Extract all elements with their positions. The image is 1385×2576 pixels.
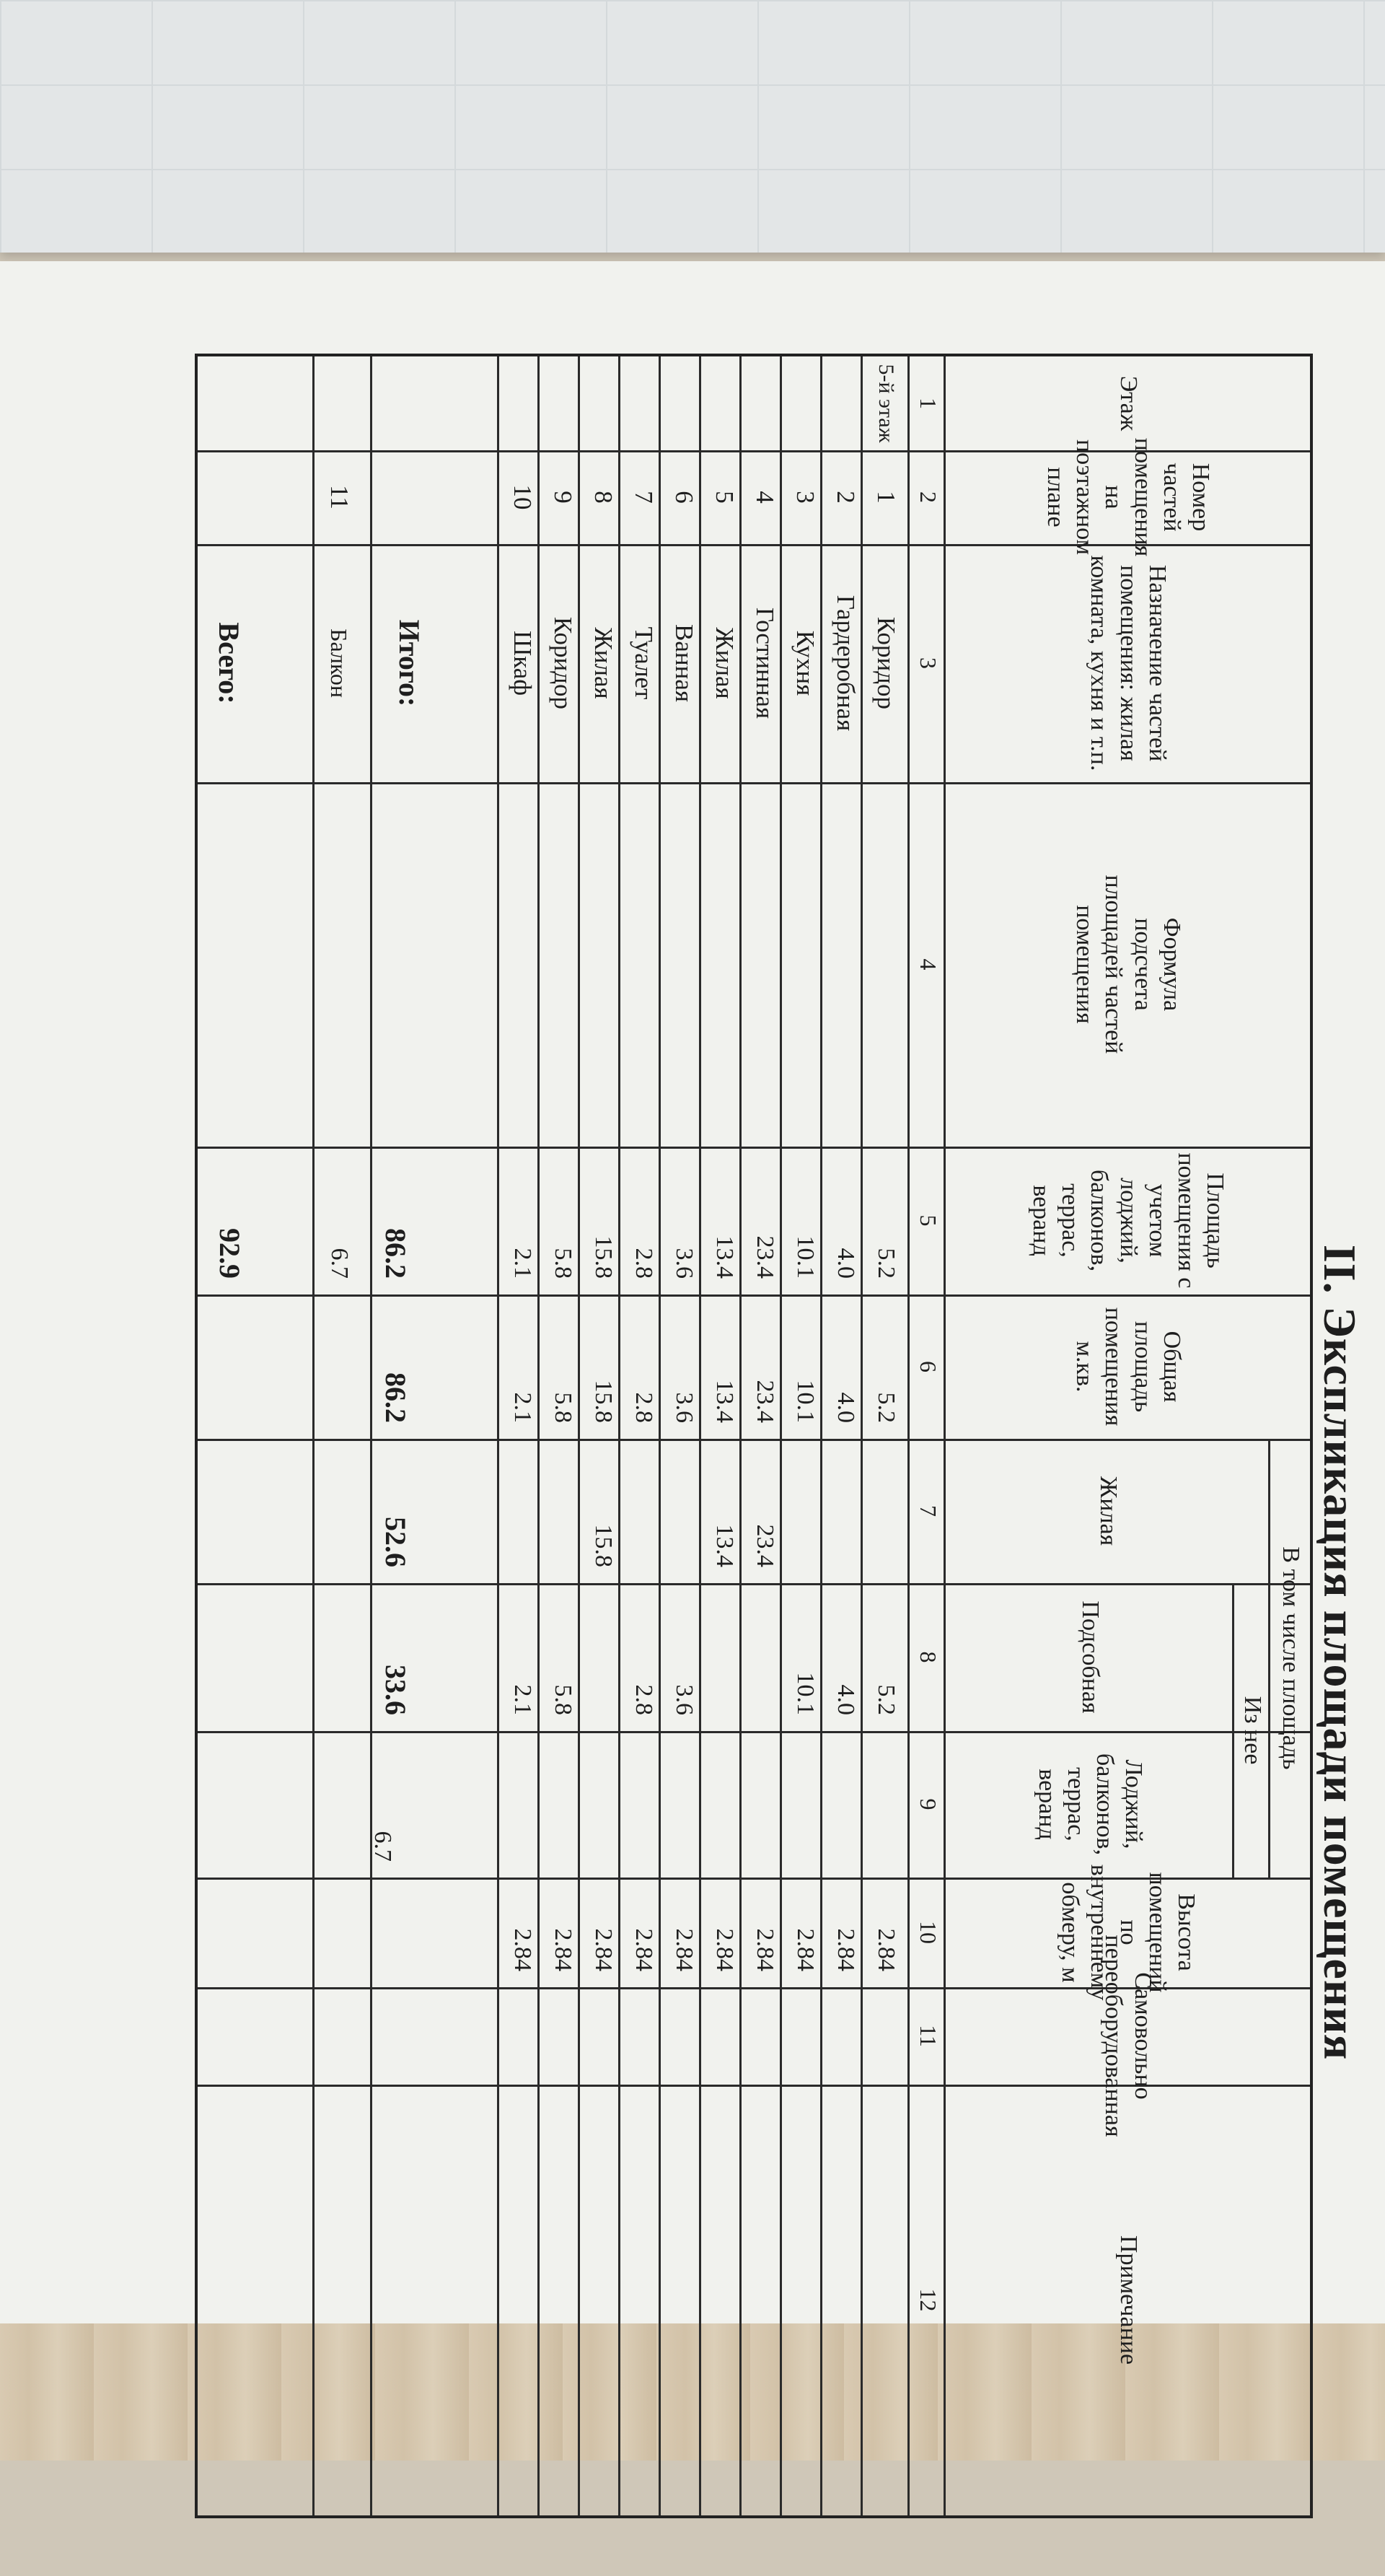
header-total-area: Общая площадь помещения м.кв. xyxy=(1071,1307,1185,1427)
column-number: 5 xyxy=(915,1214,941,1227)
column-number: 9 xyxy=(915,1798,941,1810)
column-number: 12 xyxy=(915,2288,941,2312)
room-height: 2.84 xyxy=(792,1928,819,1971)
room-total-area: 2.1 xyxy=(509,1392,536,1423)
room-loggia-area xyxy=(785,1731,825,1878)
column-number: 11 xyxy=(915,2025,941,2047)
room-name: Коридор xyxy=(872,616,900,710)
header-auxiliary: Подсобная xyxy=(1077,1600,1104,1714)
room-loggia-area xyxy=(744,1731,785,1878)
room-height: 2.84 xyxy=(873,1928,900,1971)
room-auxiliary-area: 5.8 xyxy=(550,1684,576,1715)
room-auxiliary-area: 4.0 xyxy=(832,1684,859,1715)
room-number: 8 xyxy=(589,491,617,504)
room-living-area xyxy=(623,1439,664,1583)
room-auxiliary-area: 2.8 xyxy=(630,1684,657,1715)
header-of-which: Из нее xyxy=(1239,1696,1267,1765)
room-height: 2.84 xyxy=(711,1928,738,1971)
room-loggia-area xyxy=(502,1731,542,1878)
room-living-area xyxy=(866,1439,906,1583)
room-area: 15.8 xyxy=(590,1235,617,1279)
floor-label: 5-й этаж xyxy=(874,364,899,443)
room-height: 2.84 xyxy=(590,1928,617,1971)
room-height: 2.84 xyxy=(671,1928,698,1971)
room-loggia-area xyxy=(866,1731,906,1878)
room-number: 4 xyxy=(751,491,779,504)
room-area: 23.4 xyxy=(752,1235,778,1279)
room-number: 7 xyxy=(630,491,658,504)
room-area: 5.2 xyxy=(873,1248,900,1279)
header-floor: Этаж xyxy=(1114,375,1142,431)
header-area-with-balcony: Площадь помещения с учетом лоджий, балконов, террас, веранд xyxy=(1028,1152,1228,1289)
room-living-area xyxy=(542,1439,583,1583)
previous-page xyxy=(0,0,1385,253)
room-area: 5.8 xyxy=(550,1248,576,1279)
room-name: Гостинная xyxy=(751,607,779,719)
room-area: 4.0 xyxy=(832,1248,859,1279)
room-living-area: 23.4 xyxy=(752,1524,778,1567)
balcony-number: 11 xyxy=(325,485,353,509)
room-total-area: 15.8 xyxy=(590,1380,617,1423)
room-total-area: 3.6 xyxy=(671,1392,698,1423)
room-total-area: 2.8 xyxy=(630,1392,657,1423)
balcony-name: Балкон xyxy=(326,628,352,698)
header-loggia: Лоджий, балконов, террас, веранд xyxy=(1033,1753,1148,1856)
explication-document xyxy=(101,354,1385,2576)
room-number: 3 xyxy=(791,491,819,504)
room-area: 2.1 xyxy=(509,1248,536,1279)
header-formula: Формула подсчета площадей частей помещения xyxy=(1071,875,1185,1054)
room-auxiliary-area: 10.1 xyxy=(792,1672,819,1715)
room-number: 5 xyxy=(711,491,739,504)
header-unauthorized: Самовольно переоборудованная xyxy=(1100,1935,1156,2137)
room-area: 13.4 xyxy=(711,1235,738,1279)
header-including: В том числе площадь xyxy=(1277,1546,1304,1770)
room-name: Кухня xyxy=(791,630,819,696)
room-loggia-area xyxy=(825,1731,866,1878)
room-living-area xyxy=(785,1439,825,1583)
header-living: Жилая xyxy=(1095,1476,1122,1546)
header-height: Высота помещений по внутреннему обмеру, м xyxy=(1057,1864,1200,2001)
room-auxiliary-area: 2.1 xyxy=(509,1684,536,1715)
room-loggia-area xyxy=(664,1731,704,1878)
room-auxiliary-area: 3.6 xyxy=(671,1684,698,1715)
room-living-area: 13.4 xyxy=(711,1524,738,1567)
room-total-area: 13.4 xyxy=(711,1380,738,1423)
room-auxiliary-area xyxy=(744,1583,785,1731)
room-loggia-area xyxy=(704,1731,744,1878)
column-number: 10 xyxy=(915,1921,941,1944)
page-title: II. Экспликация площади помещения xyxy=(1314,1244,1366,2061)
room-name: Жилая xyxy=(589,627,617,699)
balcony-area: 6.7 xyxy=(326,1248,353,1279)
room-name: Коридор xyxy=(549,616,577,710)
room-number: 1 xyxy=(872,491,900,504)
column-number: 4 xyxy=(915,958,941,971)
room-number: 2 xyxy=(832,491,860,504)
room-area: 2.8 xyxy=(630,1248,657,1279)
room-name: Ванная xyxy=(670,624,698,702)
room-number: 6 xyxy=(670,491,698,504)
explication-table xyxy=(195,354,1313,2518)
room-auxiliary-area xyxy=(704,1583,744,1731)
room-number: 9 xyxy=(549,491,577,504)
header-note: Примечание xyxy=(1114,2235,1142,2365)
column-number: 2 xyxy=(915,491,941,503)
room-total-area: 10.1 xyxy=(792,1380,819,1423)
room-height: 2.84 xyxy=(630,1928,657,1971)
column-number: 1 xyxy=(915,398,941,409)
subtotal-total: 86.2 xyxy=(379,1372,412,1423)
header-purpose: Назначение частей помещения: жилая комната, кухня и т.п. xyxy=(1086,555,1171,771)
room-living-area xyxy=(664,1439,704,1583)
subtotal-area: 86.2 xyxy=(379,1228,412,1279)
room-height: 2.84 xyxy=(509,1928,536,1971)
subtotal-label: Итого: xyxy=(393,619,426,707)
room-living-area: 15.8 xyxy=(590,1524,617,1567)
room-total-area: 5.2 xyxy=(873,1392,900,1423)
room-height: 2.84 xyxy=(550,1928,576,1971)
room-loggia-area xyxy=(583,1731,623,1878)
room-height: 2.84 xyxy=(832,1928,859,1971)
room-height: 2.84 xyxy=(752,1928,778,1971)
room-name: Гардеробная xyxy=(832,595,860,732)
room-living-area xyxy=(825,1439,866,1583)
room-total-area: 23.4 xyxy=(752,1380,778,1423)
grand-total-label: Всего: xyxy=(213,622,246,704)
grand-total-area: 92.9 xyxy=(214,1228,246,1279)
room-living-area xyxy=(502,1439,542,1583)
room-name: Туалет xyxy=(630,626,658,700)
subtotal-auxiliary: 33.6 xyxy=(379,1665,412,1715)
room-loggia-area xyxy=(623,1731,664,1878)
column-number: 8 xyxy=(915,1651,941,1663)
column-number: 3 xyxy=(915,657,941,669)
room-total-area: 4.0 xyxy=(832,1392,859,1423)
room-name: Шкаф xyxy=(509,631,537,696)
room-name: Жилая xyxy=(711,627,739,699)
room-auxiliary-area: 5.2 xyxy=(873,1684,900,1715)
room-area: 10.1 xyxy=(792,1235,819,1279)
header-part-number: Номер частей помещения на поэтажном плане xyxy=(1042,437,1214,557)
balcony-loggia: 6.7 xyxy=(369,1831,396,1862)
room-auxiliary-area xyxy=(583,1583,623,1731)
room-number: 10 xyxy=(509,484,537,510)
room-area: 3.6 xyxy=(671,1248,698,1279)
column-number: 7 xyxy=(915,1505,941,1517)
column-number: 6 xyxy=(915,1361,941,1372)
subtotal-living: 52.6 xyxy=(379,1517,412,1567)
room-total-area: 5.8 xyxy=(550,1392,576,1423)
room-loggia-area xyxy=(542,1731,583,1878)
